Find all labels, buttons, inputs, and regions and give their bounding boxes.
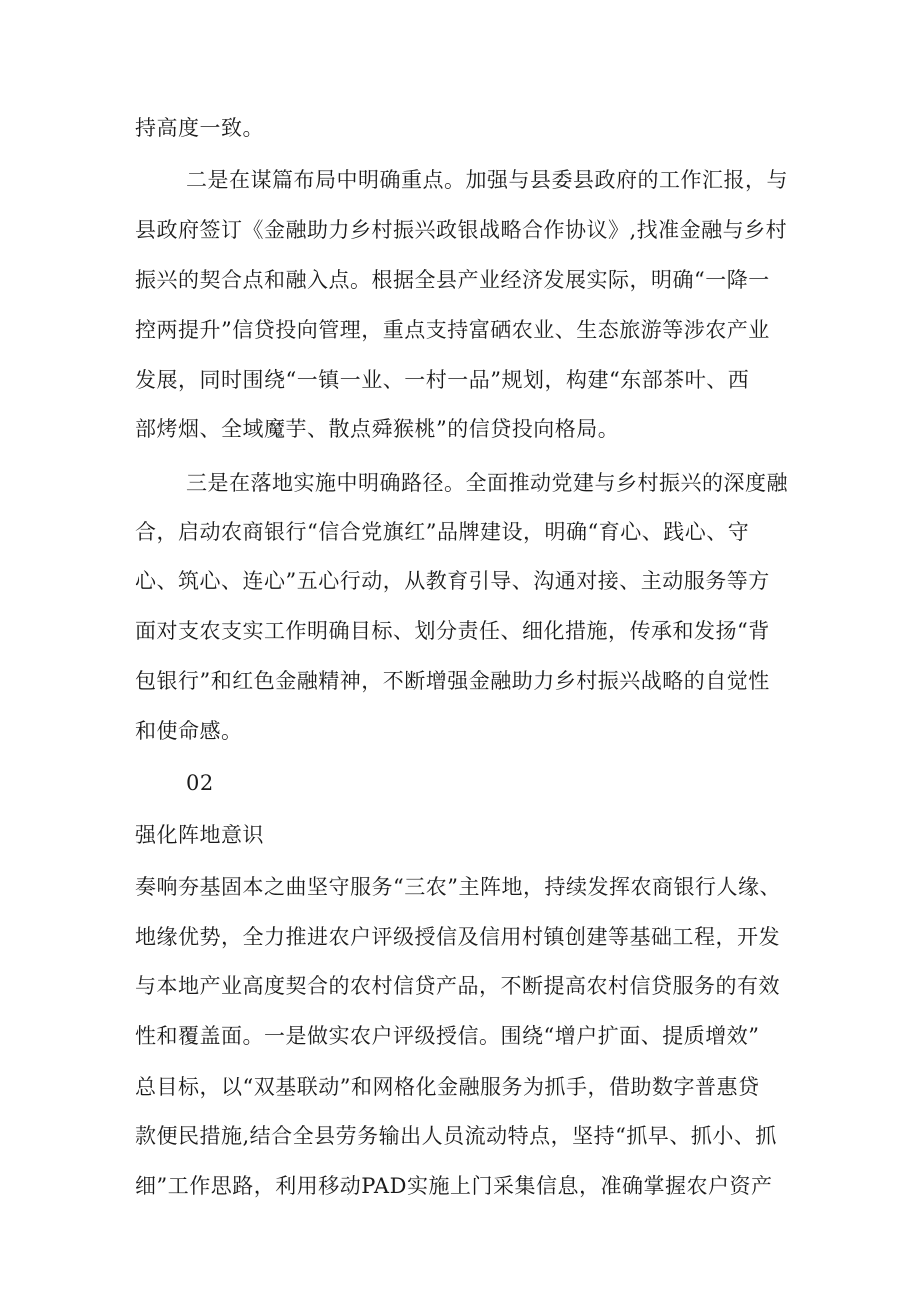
- text-line: 细”工作思路，利用移动PAD实施上门采集信息，准确掌握农户资产: [135, 1174, 773, 1198]
- text-line: 包银行”和红色金融精神，不断增强金融助力乡村振兴战略的自觉性: [135, 669, 770, 693]
- section-number: 02: [186, 771, 214, 795]
- text-line: 心、筑心、连心”五心行动，从教育引导、沟通对接、主动服务等方: [135, 569, 770, 593]
- text-line: 持高度一致。: [135, 116, 264, 140]
- paragraph-start-line: 二是在谋篇布局中明确重点。加强与县委县政府的工作汇报，与: [186, 168, 788, 192]
- text-line: 面对支农支实工作明确目标、划分责任、细化措施，传承和发扬“背: [135, 619, 770, 643]
- text-line: 合，启动农商银行“信合党旗红”品牌建设，明确“育心、践心、守: [135, 520, 750, 544]
- text-line: 和使命感。: [135, 719, 243, 743]
- section-heading: 强化阵地意识: [135, 823, 264, 847]
- text-line: 振兴的契合点和融入点。根据全县产业经济发展实际，明确“一降一: [135, 268, 770, 292]
- text-line: 性和覆盖面。一是做实农户评级授信。围绕“增户扩面、提质增效”: [135, 1024, 760, 1048]
- paragraph-start-line: 三是在落地实施中明确路径。全面推动党建与乡村振兴的深度融: [186, 471, 788, 495]
- text-line: 总目标，以“双基联动”和网格化金融服务为抓手，借助数字普惠贷: [135, 1075, 760, 1099]
- text-line: 县政府签订《金融助力乡村振兴政银战略合作协议》,找准金融与乡村: [135, 218, 788, 242]
- text-line: 发展，同时围绕“一镇一业、一村一品”规划，构建“东部茶叶、西: [135, 368, 750, 392]
- text-line: 与本地产业高度契合的农村信贷产品，不断提高农村信贷服务的有效: [135, 974, 780, 998]
- text-line: 部烤烟、全域魔芋、散点舜猴桃”的信贷投向格局。: [135, 417, 620, 441]
- text-line: 地缘优势，全力推进农户评级授信及信用村镇创建等基础工程，开发: [135, 925, 780, 949]
- text-line: 款便民措施,结合全县劳务输出人员流动特点，坚持“抓早、抓小、抓: [135, 1124, 777, 1148]
- text-line: 奏响夯基固本之曲坚守服务“三农”主阵地，持续发挥农商银行人缘、: [135, 875, 781, 899]
- text-line: 控两提升”信贷投向管理，重点支持富硒农业、生态旅游等涉农产业: [135, 318, 770, 342]
